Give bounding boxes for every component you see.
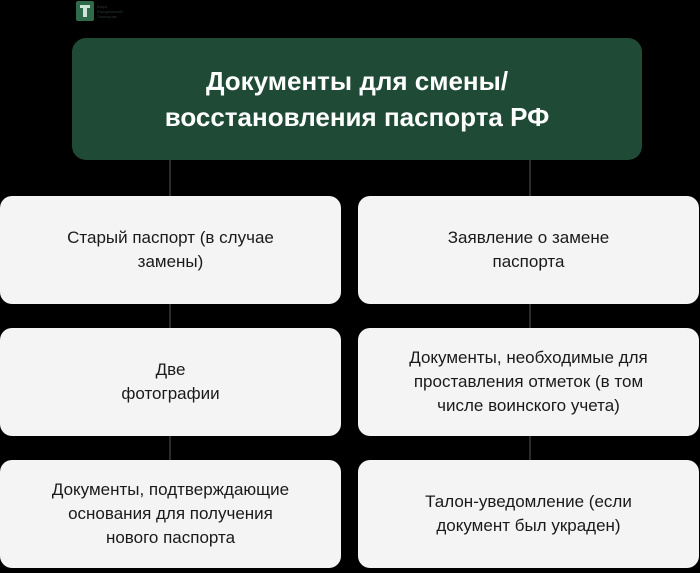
document-card-notification — [358, 460, 699, 568]
document-card-grounds — [0, 460, 341, 568]
card-text-line: фотографии — [121, 384, 220, 403]
card-text-line: проставления отметок (в том — [413, 372, 644, 391]
logo-text-line: Юридический — [97, 8, 123, 14]
card-text-line: Документы, подтверждающие — [51, 480, 290, 499]
card-text-line: замены) — [137, 252, 204, 271]
card-text-line: Талон-уведомление (если — [425, 492, 632, 511]
logo-text-line: Бюро — [97, 3, 108, 9]
card-text-line: Старый паспорт (в случае — [67, 228, 274, 247]
card-text-line: числе воинского учета) — [437, 396, 620, 415]
card-text-line: Заявление о замене — [447, 228, 610, 247]
diagram-title — [165, 63, 550, 135]
logo-mark-icon — [76, 1, 94, 21]
connector-line — [529, 436, 531, 460]
card-text-line: основания для получения — [68, 504, 273, 523]
connector-line — [529, 304, 531, 328]
company-logo — [76, 0, 123, 22]
document-card-photos — [0, 328, 341, 436]
title-line: Документы для смены/ — [205, 66, 509, 96]
connector-line — [529, 160, 531, 196]
document-card-old-passport — [0, 196, 341, 304]
card-text-line: нового паспорта — [105, 528, 236, 547]
diagram-title-box — [72, 38, 642, 160]
card-text-line: Документы, необходимые для — [409, 348, 648, 367]
document-card-application — [358, 196, 699, 304]
connector-line — [169, 160, 171, 196]
connector-line — [169, 304, 171, 328]
card-text-line: Две — [155, 360, 186, 379]
logo-wordmark — [97, 4, 123, 19]
card-text-line: документ был украден) — [436, 516, 621, 535]
logo-text-line: Помощник — [97, 13, 117, 19]
title-line: восстановления паспорта РФ — [164, 102, 550, 132]
card-text-line: паспорта — [492, 252, 565, 271]
document-card-marks — [358, 328, 699, 436]
connector-line — [169, 436, 171, 460]
